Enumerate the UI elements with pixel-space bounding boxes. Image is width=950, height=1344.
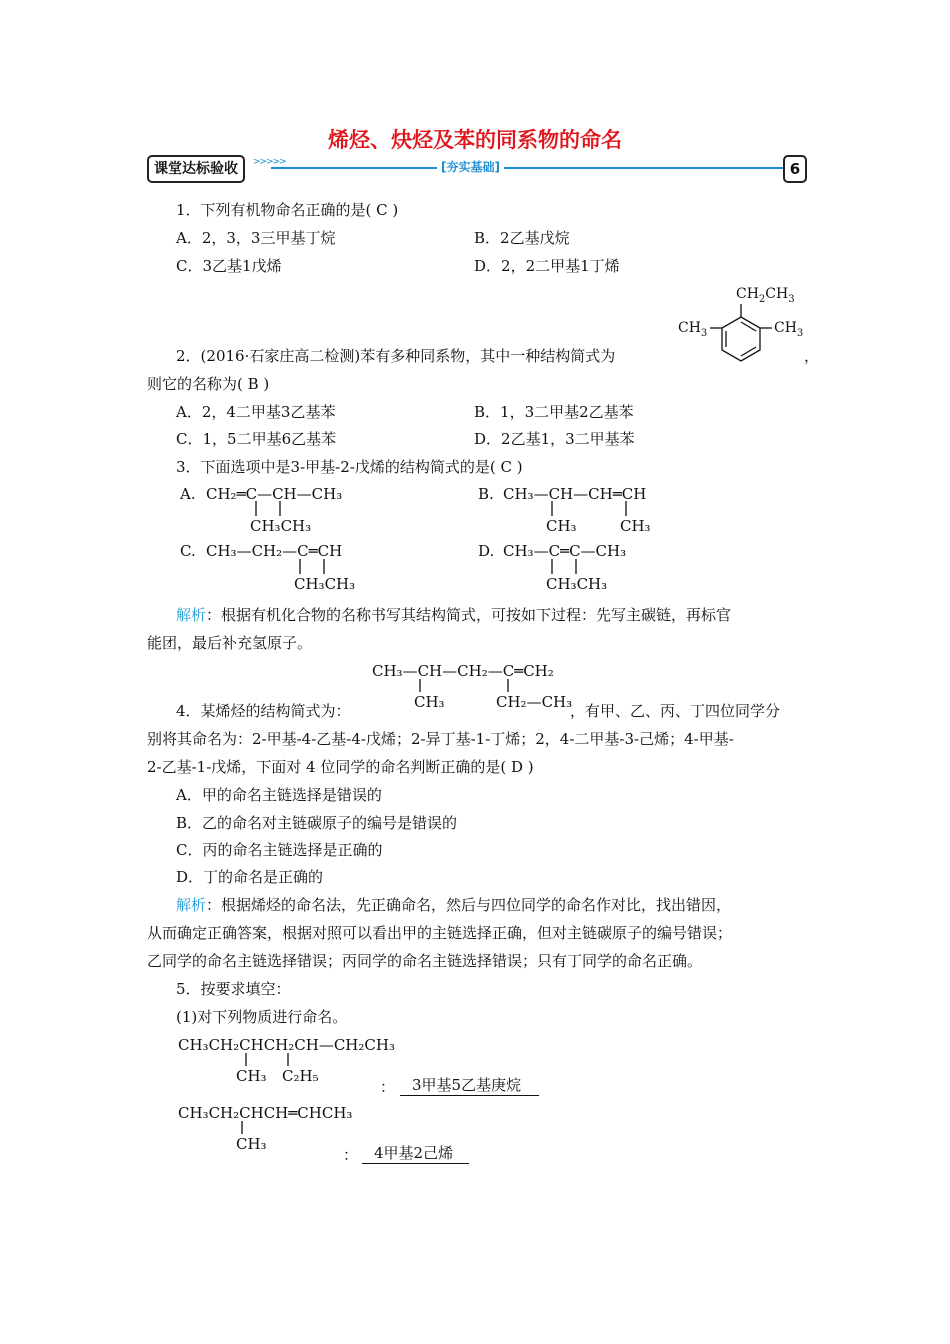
- analysis-2-line2: 从而确定正确答案，根据对照可以看出甲的主链选择正确，但对主链碳原子的编号错误；: [147, 924, 733, 942]
- q2-option-a: A．2，4二甲基3乙基苯: [176, 403, 336, 421]
- q5-sub1: (1)对下列物质进行命名。: [176, 1008, 348, 1026]
- q3-option-b-sub1: CH₃: [546, 517, 577, 535]
- section-banner: [147, 155, 807, 181]
- q5-m1-answer: 3甲基5乙基庚烷: [400, 1074, 539, 1095]
- analysis-1-line2: 能团，最后补充氢原子。: [147, 634, 313, 652]
- banner-arrows: >>>>>: [253, 157, 286, 167]
- q4-stem-start: 4．某烯烃的结构简式为：: [176, 702, 351, 720]
- q1-option-c: C．3乙基1戊烯: [176, 257, 282, 275]
- q2-comma: ，: [804, 347, 820, 365]
- q4-option-d: D．丁的命名是正确的: [176, 868, 324, 886]
- q3-option-b-sub2: CH₃: [620, 517, 651, 535]
- q3-option-b-main: CH₃—CH—CH═CH: [503, 485, 647, 503]
- q4-line3: 2-乙基-1-戊烯，下面对 4 位同学的命名判断正确的是( D ): [147, 758, 534, 776]
- q4-option-a: A．甲的命名主链选择是错误的: [176, 786, 382, 804]
- q4-struct-bonds: [414, 678, 524, 694]
- q5-m1-sub1: CH₃: [236, 1067, 267, 1085]
- q2-struct-right: $CH_3$: [774, 320, 804, 339]
- q3-stem: 3．下面选项中是3-甲基-2-戊烯的结构简式的是( C ): [176, 458, 523, 476]
- q2-struct-top: $CH_2CH_3$: [736, 286, 795, 305]
- q3-c-bonds: [294, 558, 334, 576]
- banner-label: 课堂达标验收: [147, 155, 245, 183]
- analysis-label: 解析: [176, 896, 207, 914]
- q3-option-a-main: CH₂═C—CH—CH₃: [206, 485, 343, 503]
- q3-option-b-label: B.: [478, 485, 494, 503]
- page-title: 烯烃、炔烃及苯的同系物的命名: [328, 128, 622, 152]
- q3-b-bonds: [546, 500, 646, 518]
- q3-option-d-sub: CH₃CH₃: [546, 575, 608, 593]
- banner-line: [271, 167, 785, 169]
- q5-m2-main: CH₃CH₂CHCH═CHCH₃: [178, 1104, 353, 1122]
- q2-option-c: C．1，5二甲基6乙基苯: [176, 430, 337, 448]
- q5-m2-bonds: [236, 1120, 256, 1136]
- q5-m2-answer: 4甲基2己烯: [362, 1142, 469, 1163]
- q3-option-a-label: A.: [180, 485, 196, 503]
- q2-option-d: D．2乙基1，3二甲基苯: [474, 430, 635, 448]
- q1-option-a: A．2，3，3三甲基丁烷: [176, 229, 336, 247]
- q3-option-c-main: CH₃—CH₂—C═CH: [206, 542, 343, 560]
- q5-stem: 5．按要求填空：: [176, 980, 291, 998]
- q1-stem: 1．下列有机物命名正确的是( C ): [176, 201, 399, 219]
- q5-m1-colon: ：: [380, 1078, 396, 1096]
- q4-struct-sub2: CH₂—CH₃: [496, 693, 573, 711]
- q2-struct-left: $CH_3$: [678, 320, 708, 339]
- q3-option-c-sub: CH₃CH₃: [294, 575, 356, 593]
- q1-option-b: B．2乙基戊烷: [474, 229, 570, 247]
- q3-option-a-sub: CH₃CH₃: [250, 517, 312, 535]
- q2-benzene-structure: [670, 278, 810, 362]
- q3-a-bonds: [250, 500, 290, 518]
- q5-m1-bonds: [240, 1052, 300, 1068]
- q3-option-d-main: CH₃—C═C—CH₃: [503, 542, 627, 560]
- q2-option-b: B．1，3二甲基2乙基苯: [474, 403, 634, 421]
- banner-middle: [夯实基础]: [437, 158, 504, 175]
- q3-option-d-label: D.: [478, 542, 495, 560]
- q5-m1-main: CH₃CH₂CHCH₂CH—CH₂CH₃: [178, 1036, 395, 1054]
- banner-number: 6: [783, 155, 807, 183]
- q1-option-d: D．2，2二甲基1丁烯: [474, 257, 620, 275]
- q5-m2-sub: CH₃: [236, 1135, 267, 1153]
- analysis-2-line3: 乙同学的命名主链选择错误；丙同学的命名主链选择错误；只有丁同学的命名正确。: [147, 952, 703, 970]
- q4-struct-main: CH₃—CH—CH₂—C═CH₂: [372, 662, 554, 680]
- q4-option-b: B．乙的命名对主链碳原子的编号是错误的: [176, 814, 458, 832]
- q3-d-bonds: [546, 558, 586, 576]
- analysis-label: 解析: [176, 606, 207, 624]
- q4-option-c: C．丙的命名主链选择是正确的: [176, 841, 383, 859]
- q4-line2: 别将其命名为：2-甲基-4-乙基-4-戊烯；2-异丁基-1-丁烯；2，4-二甲基-3-己烯；4-甲基-: [147, 730, 734, 748]
- q5-m1-sub2: C₂H₅: [282, 1067, 319, 1085]
- analysis-1-line1: 解析：根据有机化合物的名称书写其结构简式，可按如下过程：先写主碳链，再标官: [176, 606, 732, 624]
- q2-line2: 则它的名称为( B ): [147, 375, 270, 393]
- q2-stem: 2．(2016·石家庄高二检测)苯有多种同系物，其中一种结构简式为: [176, 347, 616, 365]
- q4-stem-end: ，有甲、乙、丙、丁四位同学分: [570, 702, 781, 720]
- q4-struct-sub1: CH₃: [414, 693, 445, 711]
- analysis-2-line1: 解析：根据烯烃的命名法，先正确命名，然后与四位同学的命名作对比，找出错因，: [176, 896, 732, 914]
- q3-option-c-label: C.: [180, 542, 196, 560]
- q5-m2-colon: ：: [343, 1146, 359, 1164]
